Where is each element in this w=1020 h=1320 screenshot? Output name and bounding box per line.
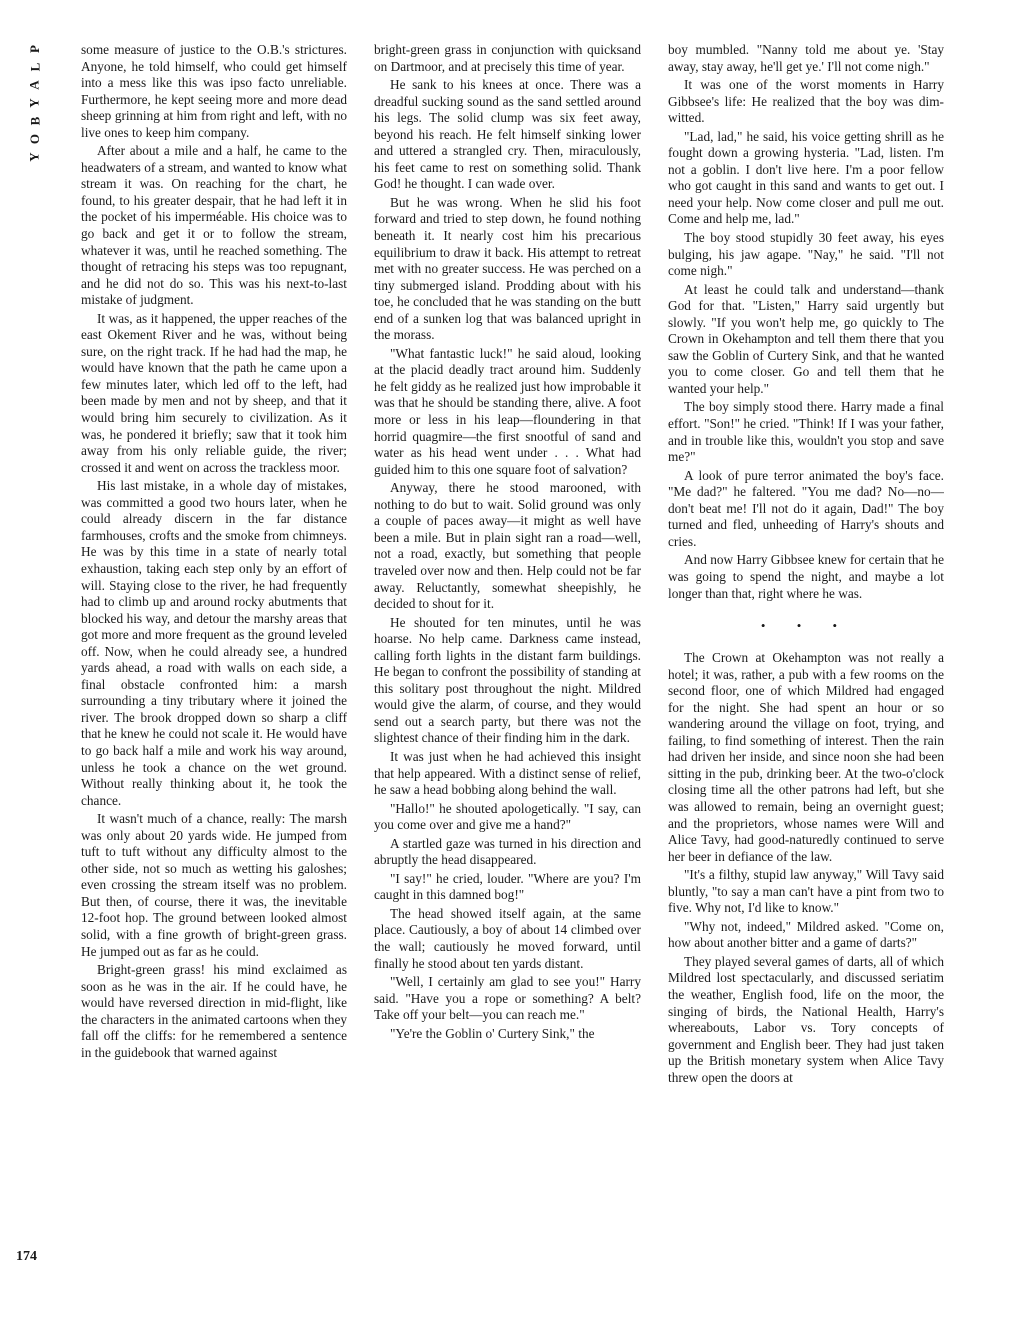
body-paragraph: They played several games of darts, all of which Mildred lost spectacularly, and discussed seriatim the weather, English food, life on the moor, the singing of birds, the National Health, Harry's whereabouts, Labor vs. Tory concepts of government and English beer. They had just taken up the British monetary system when Alice Tavy threw open the doors at [668,953,944,1085]
body-paragraph: The Crown at Okehampton was not really a hotel; it was, rather, a pub with a few rooms on the second floor, one of which Mildred had engaged for the night. She had spent an hour or so wandering around the village on foot, trying, and failing, to find something of interest. Then the rain had driven her inside, and since noon she had been sitting in the pub, drinking beer. At the two-o'clock closing time all the other patrons had left, but she was allowed to remain, being an overnight guest; and the proprietors, whose names were Will and Alice Tavy, had good-naturedly continued to serve her beer in defiance of the law. [668,650,944,864]
body-paragraph: The head showed itself again, at the same place. Cautiously, a boy of about 14 climbed over the wall; cautiously he moved forward, until finally he stood about ten yards distant. [374,905,641,971]
page-number: 174 [16,1249,37,1264]
running-head-letter: B [26,116,42,126]
body-paragraph: His last mistake, in a whole day of mistakes, was committed a good two hours later, when he could already discern in the far distance farmhouses, crofts and the smoke from chimneys. He was by this time in a state of nearly total exhaustion, taking each step only by an effort of will. Staying close to the river, he had frequently had to climb up and around rocky abutments that blocked his way, and detour the marshy areas that got more and more frequent as the ground leveled off. Now, when he could already see, a hundred yards ahead, a road with walls on each side, a final obstacle confronted him: a marsh surrounding a tiny tributary where it joined the river. The brook dropped down so sharp a cliff that he knew he could not scale it. He would have to go back half a mile and work his way around, unless he took a chance on the wet ground. Without really thinking about it, he took the chance. [81,478,347,808]
text-column-1 [81,42,347,1272]
body-paragraph: A look of pure terror animated the boy's face. "Me dad?" he faltered. "You me dad? No—no—don't beat me! I'll not do it again, Dad!" The boy turned and fled, unheeding of Harry's shouts and cries. [668,467,944,549]
body-paragraph: After about a mile and a half, he came to the headwaters of a stream, and wanted to know what stream it was. On reaching for the chart, he found, to his greater despair, that he had left it in the pocket of his imperméable. His choice was to go back and get it or to follow the stream, whatever it was, until he reached something. The thought of retracing his steps was too repugnant, and he did not do so. This was his next-to-last mistake of judgment. [81,143,347,308]
body-paragraph: A startled gaze was turned in his direction and abruptly the head disappeared. [374,835,641,868]
running-head-letter: Y [26,98,42,108]
running-head-letter: Y [26,152,42,162]
body-paragraph: "Why not, indeed," Mildred asked. "Come on, how about another bitter and a game of darts?" [668,918,944,951]
body-paragraph: Bright-green grass! his mind exclaimed as soon as he was in the air. If he could have, he would have reversed direction in mid-flight, like the characters in the animated cartoons when they fall off the cliffs: for he remembered a sentence in the guidebook that warned against [81,962,347,1060]
running-head-letter: L [26,62,42,72]
body-paragraph: "Lad, lad," he said, his voice getting shrill as he fought down a growing hysteria. "Lad, listen. I'm not a goblin. I don't live here. I'm a poor fellow who got caught in this sand and wants to get out. I need your help. Now come closer and pull me out. Come and help me, lad." [668,128,944,227]
body-paragraph: He shouted for ten minutes, until he was hoarse. No help came. Darkness came instead, calling forth lights in the distant farm buildings. He began to confront the possibility of standing at this solitary post throughout the night. Mildred would give the alarm, of course, and they would send out a search party, but there was not the slightest chance of their finding him in the dark. [374,614,641,746]
body-paragraph: It was, as it happened, the upper reaches of the east Okement River and he was, without being sure, on the right track. If he had had the map, he would have known that the path he came upon a few minutes later, which led off to the left, had been made by men and not by sheep, and that it would bring him securely to civilization. As it was, he pondered it briefly; saw that it took him away from his only reliable guide, the river; crossed it and went on across the trackless moor. [81,310,347,475]
section-break: • • • [760,618,852,634]
body-paragraph: But he was wrong. When he slid his foot forward and tried to step down, he found nothing beneath it. It nearly cost him his precarious equilibrium to draw it back. His attempt to retreat met with no greater success. He was perched on a tiny submerged island. Prodding about with his toe, he concluded that he was standing on the butt end of a sunken log that was balanced upright in the morass. [374,194,641,343]
body-paragraph: It was one of the worst moments in Harry Gibbsee's life: He realized that the boy was dim-witted. [668,77,944,126]
running-head [22,40,48,166]
body-paragraph: The boy stood stupidly 30 feet away, his eyes bulging, his jaw agape. "Nay," he said. "I'll not come nigh." [668,230,944,279]
body-paragraph: It wasn't much of a chance, really: The marsh was only about 20 yards wide. He jumped from tuft to tuft without any difficulty almost to the other side, not so much as wetting his galoshes; even crossing the stream itself was no problem. But then, of course, there it was, the inevitable 12-foot hop. The ground between looked almost solid, with a fine growth of bright-green grass. He jumped out as far as he could. [81,811,347,959]
body-paragraph: "Well, I certainly am glad to see you!" Harry said. "Have you a rope or something? A belt? Take off your belt—you can reach me." [374,974,641,1023]
body-paragraph: "I say!" he cried, louder. "Where are you? I'm caught in this damned bog!" [374,870,641,903]
text-column-2 [374,42,641,1272]
body-paragraph: "It's a filthy, stupid law anyway," Will Tavy said bluntly, "to say a man can't have a pint from two to five. Why not, I'd like to know." [668,867,944,916]
running-head-letter: A [26,80,42,90]
body-paragraph: The boy simply stood there. Harry made a final effort. "Son!" he cried. "Think! If I was your father, and in trouble like this, wouldn't you stop and save me?" [668,399,944,465]
body-paragraph: "What fantastic luck!" he said aloud, looking at the placid deadly tract around him. Suddenly he felt giddy as he realized just how improbable it was that he should be standing there, alive. A foot more or less in his leap—floundering in that horrid quagmire—the first snootful of sand and water as his head went under . . . What had guided him to this one square foot of salvation? [374,345,641,477]
body-paragraph: "Hallo!" he shouted apologetically. "I say, can you come over and give me a hand?" [374,800,641,833]
body-paragraph: He sank to his knees at once. There was a dreadful sucking sound as the sand settled around his legs. The solid clump was six feet away, beyond his reach. He felt himself sinking lower and uttered a strangled cry. Then, miraculously, his feet came to rest on something solid. Thank God! he thought. I can wade over. [374,77,641,192]
body-paragraph: And now Harry Gibbsee knew for certain that he was going to spend the night, and maybe a lot longer than that, right where he was. [668,552,944,601]
body-paragraph: bright-green grass in conjunction with quicksand on Dartmoor, and at precisely this time of year. [374,42,641,74]
body-paragraph: some measure of justice to the O.B.'s strictures. Anyone, he told himself, who could get himself into a mess like this was ipso facto unreliable. Furthermore, he kept seeing more and more dead sheep grinning at him from right and left, with no live ones to keep him company. [81,42,347,140]
body-paragraph: At least he could talk and understand—thank God for that. "Listen," Harry said urgently but slowly. "If you won't help me, go quickly to The Crown in Okehampton and tell them there that you saw the Goblin of Curtery Sink, and that he wanted you to come closer. Go and tell them that he wanted your help." [668,281,944,396]
running-head-letter: O [27,133,42,145]
body-paragraph: boy mumbled. "Nanny told me about ye. 'Stay away, stay away, he'll get ye.' I'll not come nigh." [668,42,944,74]
body-paragraph: It was just when he had achieved this insight that help appeared. With a distinct sense of relief, he saw a head bobbing along behind the wall. [374,748,641,798]
body-paragraph: Anyway, there he stood marooned, with nothing to do but to wait. Solid ground was only a couple of paces away—it might as well have been a mile. But in plain sight ran a road—well, not a road, exactly, but something that people traveled over now and then. Help could not be far away. Reluctantly, somewhat sheepishly, he decided to shout for it. [374,480,641,612]
body-paragraph: "Ye're the Goblin o' Curtery Sink," the [390,1025,595,1041]
running-head-letter: P [26,45,42,53]
text-column-3 [668,42,944,1272]
